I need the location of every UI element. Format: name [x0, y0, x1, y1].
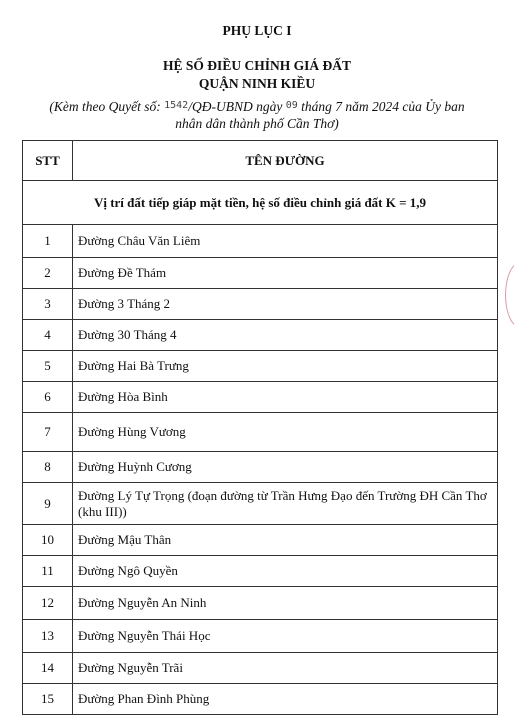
row-road-name: Đường Nguyễn Thái Học	[73, 620, 498, 653]
row-stt: 5	[23, 351, 73, 382]
table-row	[23, 289, 498, 320]
row-road-name: Đường Nguyễn An Ninh	[73, 587, 498, 620]
row-road-name: Đường Lý Tự Trọng (đoạn đường từ Trần Hưng Đạo đến Trường ĐH Cần Thơ (khu III))	[73, 483, 498, 525]
row-road-name: Đường Phan Đình Phùng	[73, 684, 498, 715]
row-road-name: Đường 30 Tháng 4	[73, 320, 498, 351]
row-road-name: Đường Châu Văn Liêm	[73, 225, 498, 258]
row-stt: 7	[23, 413, 73, 452]
table-header-row	[23, 141, 498, 181]
table-row	[23, 413, 498, 452]
table-row	[23, 556, 498, 587]
decision-reference	[30, 97, 484, 116]
table-row	[23, 225, 498, 258]
table-row	[23, 483, 498, 525]
header-road-name: TÊN ĐƯỜNG	[73, 141, 498, 181]
row-stt: 11	[23, 556, 73, 587]
decision-day: 09	[285, 100, 298, 111]
red-seal-stamp	[505, 262, 514, 328]
row-road-name: Đường Hòa Bình	[73, 382, 498, 413]
document-title-line1: HỆ SỐ ĐIỀU CHỈNH GIÁ ĐẤT	[163, 58, 351, 73]
table-row	[23, 525, 498, 556]
row-stt: 3	[23, 289, 73, 320]
row-stt: 12	[23, 587, 73, 620]
table-row	[23, 684, 498, 715]
section-title: Vị trí đất tiếp giáp mặt tiền, hệ số điều chỉnh giá đất K = 1,9	[23, 181, 498, 225]
subtitle-middle: /QĐ-UBND ngày	[188, 99, 283, 114]
table-row	[23, 320, 498, 351]
table-row	[23, 382, 498, 413]
subtitle-suffix: tháng 7 năm 2024 của Ủy ban	[301, 99, 465, 114]
table-row	[23, 351, 498, 382]
row-stt: 15	[23, 684, 73, 715]
subtitle-prefix: (Kèm theo Quyết số:	[49, 99, 161, 114]
table-row	[23, 258, 498, 289]
row-road-name: Đường Đề Thám	[73, 258, 498, 289]
table-row	[23, 452, 498, 483]
decision-reference-line2: nhân dân thành phố Cần Thơ)	[175, 116, 339, 131]
document-title-line2: QUẬN NINH KIỀU	[198, 76, 316, 91]
section-row	[23, 181, 498, 225]
row-road-name: Đường 3 Tháng 2	[73, 289, 498, 320]
table-row	[23, 653, 498, 684]
header-stt: STT	[23, 141, 73, 181]
row-road-name: Đường Hùng Vương	[73, 413, 498, 452]
row-stt: 9	[23, 483, 73, 525]
row-stt: 1	[23, 225, 73, 258]
table-row	[23, 620, 498, 653]
row-road-name: Đường Mậu Thân	[73, 525, 498, 556]
appendix-title: PHỤ LỤC I	[222, 23, 292, 38]
row-road-name: Đường Huỳnh Cương	[73, 452, 498, 483]
row-stt: 2	[23, 258, 73, 289]
decision-number: 1542	[164, 100, 189, 111]
row-road-name: Đường Nguyễn Trãi	[73, 653, 498, 684]
row-stt: 14	[23, 653, 73, 684]
row-stt: 13	[23, 620, 73, 653]
row-road-name: Đường Ngô Quyền	[73, 556, 498, 587]
row-stt: 6	[23, 382, 73, 413]
row-stt: 8	[23, 452, 73, 483]
road-coefficient-table	[22, 140, 498, 715]
row-stt: 4	[23, 320, 73, 351]
row-stt: 10	[23, 525, 73, 556]
table-row	[23, 587, 498, 620]
row-road-name: Đường Hai Bà Trưng	[73, 351, 498, 382]
